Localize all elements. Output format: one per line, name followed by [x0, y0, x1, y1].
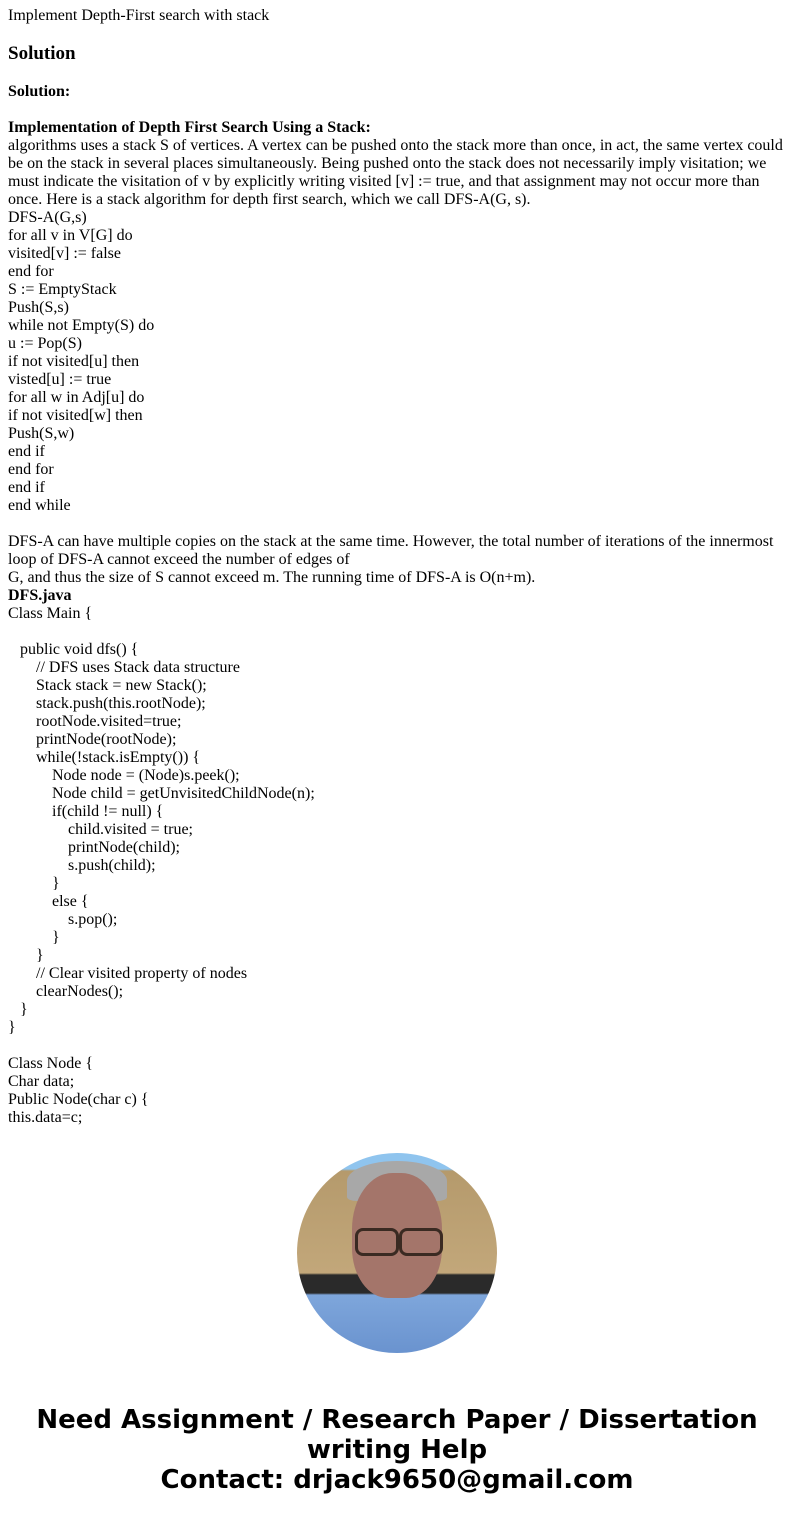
code-line: Char data;	[8, 1073, 75, 1090]
analysis-line: DFS-A can have multiple copies on the stack at the same time. However, the total number of iterations of the innermost loop of DFS-A cannot exceed the number of edges of	[8, 533, 778, 568]
pseudocode-line: end if	[8, 443, 45, 460]
pseudocode-line: while not Empty(S) do	[8, 317, 155, 334]
code-line: Public Node(char c) {	[8, 1091, 149, 1108]
pseudocode-line: Push(S,s)	[8, 299, 69, 316]
code-line: while(!stack.isEmpty()) {	[36, 749, 201, 766]
code-line: }	[36, 947, 44, 964]
pseudocode-line: visted[u] := true	[8, 371, 112, 388]
code-line: child.visited = true;	[68, 821, 193, 838]
code-line: public void dfs() {	[20, 641, 139, 658]
footer-line-2: writing Help	[306, 1435, 488, 1465]
code-line: this.data=c;	[8, 1109, 83, 1126]
code-line	[8, 623, 786, 641]
code-line: rootNode.visited=true;	[36, 713, 182, 730]
code-line: stack.push(this.rootNode);	[36, 695, 206, 712]
code-line: // Clear visited property of nodes	[36, 965, 248, 982]
pseudocode-line: if not visited[w] then	[8, 407, 143, 424]
code-line: Node node = (Node)s.peek();	[52, 767, 240, 784]
code-line: clearNodes();	[36, 983, 124, 1000]
analysis-line: G, and thus the size of S cannot exceed m. The running time of DFS-A is O(n+m).	[8, 569, 536, 586]
question-title: Implement Depth-First search with stack	[8, 7, 270, 24]
solution-heading: Solution	[8, 43, 76, 64]
author-avatar	[297, 1153, 497, 1353]
code-line: }	[52, 875, 60, 892]
pseudocode-line: for all v in V[G] do	[8, 227, 133, 244]
code-line	[8, 1037, 786, 1055]
analysis-paragraph	[8, 533, 786, 587]
intro-paragraph: algorithms uses a stack S of vertices. A vertex can be pushed onto the stack more than once, in act, the same vertex could be on the stack in several places simultaneously. Being pushed onto the stack does not necessarily imply visitation; we must indicate the visitation of v by explicitly writing visited [v] := true, and that assignment may not occur more than once. Here is a stack algorithm for depth first search, which we call DFS-A(G, s).	[8, 137, 783, 208]
file-name: DFS.java	[8, 587, 72, 604]
code-line: // DFS uses Stack data structure	[36, 659, 240, 676]
footer-line-1: Need Assignment / Research Paper / Dissertation	[36, 1405, 758, 1435]
pseudocode-line: Push(S,w)	[8, 425, 75, 442]
footer-contact-email[interactable]: Contact: drjack9650@gmail.com	[160, 1465, 634, 1495]
code-line: Class Main {	[8, 605, 93, 622]
pseudocode-line: end for	[8, 263, 54, 280]
pseudocode-line: u := Pop(S)	[8, 335, 82, 352]
footer-contact	[0, 1405, 794, 1495]
pseudocode-line: visited[v] := false	[8, 245, 121, 262]
code-line: s.push(child);	[68, 857, 156, 874]
pseudocode-line: for all w in Adj[u] do	[8, 389, 145, 406]
pseudocode-line: end if	[8, 479, 45, 496]
algorithm-pseudocode	[8, 209, 786, 515]
code-line: Class Node {	[8, 1055, 94, 1072]
solution-label: Solution:	[8, 83, 71, 100]
code-line: s.pop();	[68, 911, 118, 928]
code-line: }	[52, 929, 60, 946]
implementation-heading: Implementation of Depth First Search Using a Stack:	[8, 119, 371, 136]
code-line: }	[8, 1019, 16, 1036]
pseudocode-line: end for	[8, 461, 54, 478]
code-line: }	[20, 1001, 28, 1018]
pseudocode-line: DFS-A(G,s)	[8, 209, 87, 226]
code-line: Node child = getUnvisitedChildNode(n);	[52, 785, 315, 802]
pseudocode-line: S := EmptyStack	[8, 281, 117, 298]
code-line: if(child != null) {	[52, 803, 164, 820]
pseudocode-line: end while	[8, 497, 71, 514]
java-code	[8, 605, 786, 1127]
code-line: Stack stack = new Stack();	[36, 677, 207, 694]
pseudocode-line: if not visited[u] then	[8, 353, 140, 370]
code-line: printNode(rootNode);	[36, 731, 177, 748]
code-line: else {	[52, 893, 89, 910]
code-line: printNode(child);	[68, 839, 180, 856]
